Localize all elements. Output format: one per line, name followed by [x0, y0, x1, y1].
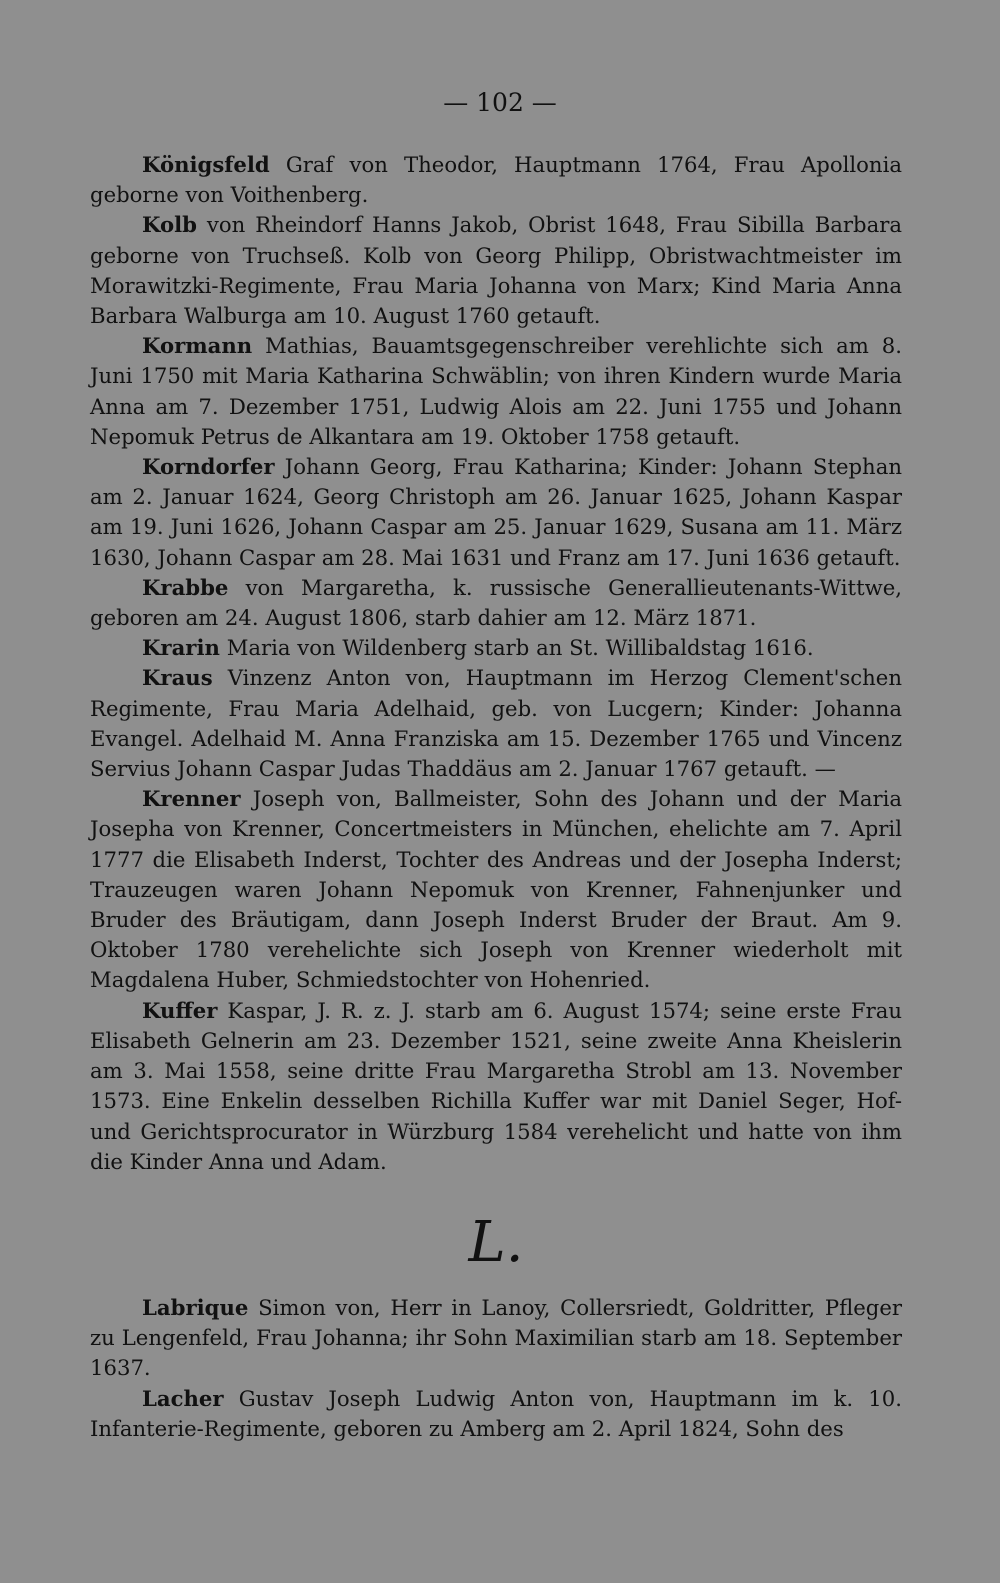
entry-text: Kaspar, J. R. z. J. starb am 6. August 1574; seine erste Frau Elisabeth Gelnerin am 23. Dezember 1521, seine zweite Anna Kheislerin am 3. Mai 1558, seine dritte Frau Margaretha Strobl am 13. November 1573. Eine Enkelin desselben Richilla Kuffer war mit Daniel Seger, Hof- und Gerichtsprocurator in Würzburg 1584 verehelicht und hatte von ihm die Kinder Anna und Adam. [90, 997, 902, 1174]
entry-koenigsfeld [90, 150, 902, 210]
entry-name: Kormann [142, 333, 253, 359]
entry-name: Labrique [142, 1294, 249, 1320]
entry-lacher [90, 1384, 902, 1444]
entry-text: Gustav Joseph Ludwig Anton von, Hauptmann im k. 10. Infanterie-Regimente, geboren zu Amberg am 2. April 1824, Sohn des [90, 1385, 902, 1441]
entry-text: Joseph von, Ballmeister, Sohn des Johann und der Maria Josepha von Krenner, Concertmeisters in München, ehelichte am 7. April 1777 die Elisabeth Inderst, Tochter des Andreas und der Josepha Inderst; Trauzeugen waren Johann Nepomuk von Krenner, Fahnenjunker und Bruder des Bräutigam, dann Joseph Inderst Bruder der Braut. Am 9. Oktober 1780 verehelichte sich Joseph von Krenner wiederholt mit Magdalena Huber, Schmiedstochter von Hohenried. [90, 786, 902, 993]
entry-name: Kraus [142, 665, 213, 691]
entry-labrique [90, 1293, 902, 1384]
entry-text: Maria von Wildenberg starb an St. Willibaldstag 1616. [226, 635, 814, 661]
entry-text: Mathias, Bauamtsgegenschreiber verehlichte sich am 8. Juni 1750 mit Maria Katharina Schwäblin; von ihren Kindern wurde Maria Anna am 7. Dezember 1751, Ludwig Alois am 22. Juni 1755 und Johann Nepomuk Petrus de Alkantara am 19. Oktober 1758 getauft. [90, 333, 902, 449]
section-heading-letter: L. [468, 1209, 524, 1275]
entries-l-section [90, 1293, 902, 1444]
entry-text: Graf von Theodor, Hauptmann 1764, Frau Apollonia geborne von Voithenberg. [90, 152, 902, 208]
entry-krabbe [90, 573, 902, 633]
entry-kormann [90, 331, 902, 452]
entry-name: Krarin [142, 635, 220, 661]
page-number: — 102 — [443, 88, 557, 117]
entry-krenner [90, 784, 902, 995]
entry-krarin [90, 633, 902, 663]
entry-name: Krabbe [142, 574, 229, 600]
entry-korndorfer [90, 452, 902, 573]
entry-text: Simon von, Herr in Lanoy, Collersriedt, Goldritter, Pfleger zu Lengenfeld, Frau Johanna; ihr Sohn Maximilian starb am 18. September 1637. [90, 1294, 902, 1381]
entry-text: Johann Georg, Frau Katharina; Kinder: Johann Stephan am 2. Januar 1624, Georg Christoph am 26. Januar 1625, Johann Kaspar am 19. Juni 1626, Johann Caspar am 25. Januar 1629, Susana am 11. März 1630, Johann Caspar am 28. Mai 1631 und Franz am 17. Juni 1636 getauft. [90, 454, 902, 570]
entry-kolb [90, 210, 902, 331]
entry-name: Krenner [142, 786, 241, 812]
entries-k-section [90, 150, 902, 1177]
entry-kraus [90, 663, 902, 784]
entry-name: Kolb [142, 212, 197, 238]
entry-text: von Rheindorf Hanns Jakob, Obrist 1648, Frau Sibilla Barbara geborne von Truchseß. Kolb von Georg Philipp, Obristwachtmeister im Morawitzki-Regimente, Frau Maria Johanna von Marx; Kind Maria Anna Barbara Walburga am 10. August 1760 getauft. [90, 212, 902, 329]
entry-kuffer [90, 996, 902, 1177]
entry-name: Korndorfer [142, 454, 275, 480]
entry-name: Königsfeld [142, 152, 270, 177]
page-content [90, 150, 902, 1444]
entry-text: von Margaretha, k. russische Generallieutenants-Wittwe, geboren am 24. August 1806, starb dahier am 12. März 1871. [90, 574, 902, 631]
entry-text: Vinzenz Anton von, Hauptmann im Herzog Clement'schen Regimente, Frau Maria Adelhaid, geb. von Lucgern; Kinder: Johanna Evangel. Adelhaid M. Anna Franziska am 15. Dezember 1765 und Vincenz Servius Johann Caspar Judas Thaddäus am 2. Januar 1767 getauft. — [90, 665, 902, 782]
entry-name: Kuffer [142, 997, 218, 1023]
entry-name: Lacher [142, 1385, 224, 1411]
